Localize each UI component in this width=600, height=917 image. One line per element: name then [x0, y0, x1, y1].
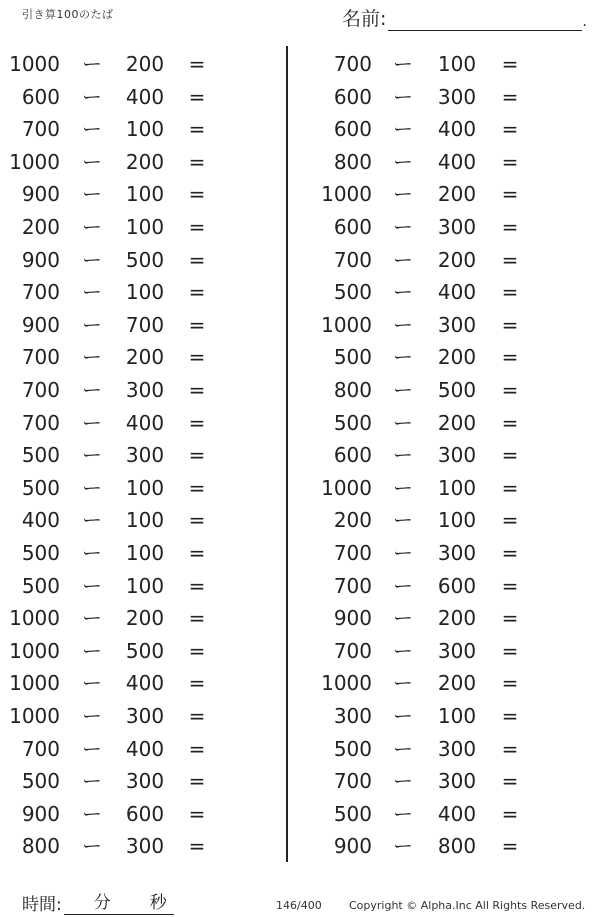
problem-row-right [0, 505, 600, 535]
equals-sign: = [501, 475, 519, 500]
problem-row-right [0, 245, 600, 275]
minuend: 500 [21, 443, 60, 468]
problem-row-right [0, 440, 600, 470]
equals-sign: = [188, 378, 206, 402]
minus-sign: ー [393, 149, 413, 174]
minutes-unit: 分 [93, 893, 111, 913]
equals-sign: = [501, 345, 519, 370]
seconds-unit: 秒 [149, 893, 167, 913]
minuend: 700 [333, 52, 372, 76]
equals-sign: = [188, 508, 206, 533]
equals-sign: = [188, 215, 206, 239]
minuend: 1000 [9, 671, 60, 696]
equals-sign: = [188, 671, 206, 696]
subtrahend: 400 [125, 671, 165, 696]
subtrahend: 100 [125, 508, 165, 533]
subtrahend: 100 [125, 117, 165, 142]
minuend: 500 [21, 475, 60, 500]
equals-sign: = [188, 149, 206, 174]
minuend: 600 [333, 117, 372, 142]
subtrahend: 800 [437, 834, 477, 859]
minus-sign: ー [393, 736, 413, 761]
problem-row-right [0, 636, 600, 666]
minus-sign: ー [82, 736, 102, 761]
equals-sign: = [501, 247, 519, 272]
minus-sign: ー [393, 541, 413, 565]
name-field [342, 4, 587, 31]
minuend: 1000 [9, 606, 60, 631]
minus-sign: ー [393, 247, 413, 272]
subtrahend: 300 [437, 443, 477, 468]
name-label: 名前: [342, 8, 387, 30]
minuend: 700 [21, 117, 60, 142]
minuend: 500 [333, 410, 372, 435]
minuend: 500 [21, 769, 60, 794]
equals-sign: = [501, 573, 519, 598]
minuend: 700 [333, 769, 372, 794]
subtrahend: 100 [125, 573, 165, 598]
subtrahend: 200 [437, 247, 477, 272]
minuend: 800 [333, 149, 372, 174]
equals-sign: = [188, 117, 206, 142]
minus-sign: ー [393, 638, 413, 663]
minuend: 200 [333, 508, 372, 533]
minuend: 700 [333, 541, 372, 565]
subtrahend: 300 [437, 84, 477, 109]
minus-sign: ー [393, 312, 413, 337]
name-end-dot: . [582, 14, 587, 30]
equals-sign: = [188, 606, 206, 631]
problem-row-right [0, 82, 600, 112]
problem-row-right [0, 473, 600, 503]
equals-sign: = [501, 149, 519, 174]
minus-sign: ー [393, 215, 413, 239]
minus-sign: ー [393, 345, 413, 370]
subtrahend: 200 [437, 606, 477, 631]
subtrahend: 300 [125, 378, 165, 402]
minus-sign: ー [393, 801, 413, 826]
equals-sign: = [188, 834, 206, 859]
subtrahend: 500 [125, 638, 165, 663]
minuend: 900 [21, 247, 60, 272]
subtrahend: 300 [125, 769, 165, 794]
subtrahend: 400 [437, 801, 477, 826]
subtrahend: 300 [437, 215, 477, 239]
equals-sign: = [188, 280, 206, 305]
equals-sign: = [188, 801, 206, 826]
problem-row-right [0, 831, 600, 861]
minus-sign: ー [82, 312, 102, 337]
minuend: 600 [333, 443, 372, 468]
subtrahend: 100 [125, 182, 165, 207]
minus-sign: ー [82, 638, 102, 663]
equals-sign: = [188, 769, 206, 794]
minuend: 1000 [321, 475, 372, 500]
subtrahend: 300 [125, 443, 165, 468]
problem-row-right [0, 375, 600, 405]
problem-row-right [0, 701, 600, 731]
minus-sign: ー [82, 443, 102, 468]
subtrahend: 200 [437, 671, 477, 696]
minus-sign: ー [82, 182, 102, 207]
minuend: 500 [21, 541, 60, 565]
problem-row-right [0, 212, 600, 242]
equals-sign: = [188, 573, 206, 598]
subtrahend: 600 [437, 573, 477, 598]
minus-sign: ー [82, 84, 102, 109]
equals-sign: = [188, 410, 206, 435]
minuend: 900 [333, 606, 372, 631]
minuend: 500 [333, 345, 372, 370]
subtrahend: 200 [125, 149, 165, 174]
minus-sign: ー [82, 801, 102, 826]
minus-sign: ー [82, 378, 102, 402]
subtrahend: 300 [437, 541, 477, 565]
minus-sign: ー [393, 769, 413, 794]
minus-sign: ー [393, 704, 413, 728]
subtrahend: 100 [437, 475, 477, 500]
subtrahend: 100 [125, 541, 165, 565]
minus-sign: ー [393, 378, 413, 402]
subtrahend: 400 [125, 84, 165, 109]
problem-row-right [0, 603, 600, 633]
minuend: 900 [21, 312, 60, 337]
minuend: 1000 [9, 149, 60, 174]
subtrahend: 400 [437, 117, 477, 142]
minus-sign: ー [82, 247, 102, 272]
subtrahend: 400 [125, 410, 165, 435]
minuend: 1000 [321, 182, 372, 207]
subtrahend: 300 [437, 312, 477, 337]
equals-sign: = [188, 638, 206, 663]
minus-sign: ー [82, 345, 102, 370]
equals-sign: = [501, 638, 519, 663]
subtrahend: 300 [125, 704, 165, 728]
minuend: 700 [333, 638, 372, 663]
equals-sign: = [188, 247, 206, 272]
subtrahend: 600 [125, 801, 165, 826]
minuend: 600 [333, 84, 372, 109]
subtrahend: 100 [437, 704, 477, 728]
problem-row-right [0, 766, 600, 796]
equals-sign: = [501, 704, 519, 728]
equals-sign: = [501, 117, 519, 142]
equals-sign: = [501, 215, 519, 239]
problem-row-right [0, 668, 600, 698]
subtrahend: 100 [125, 280, 165, 305]
minuend: 700 [21, 736, 60, 761]
equals-sign: = [501, 606, 519, 631]
minuend: 600 [21, 84, 60, 109]
minuend: 700 [333, 247, 372, 272]
subtrahend: 100 [437, 52, 477, 76]
minus-sign: ー [393, 508, 413, 533]
subtrahend: 100 [437, 508, 477, 533]
equals-sign: = [501, 182, 519, 207]
minuend: 500 [21, 573, 60, 598]
minus-sign: ー [82, 52, 102, 76]
equals-sign: = [501, 801, 519, 826]
minus-sign: ー [393, 410, 413, 435]
minus-sign: ー [393, 671, 413, 696]
subtrahend: 400 [437, 149, 477, 174]
problem-row-right [0, 799, 600, 829]
equals-sign: = [188, 736, 206, 761]
equals-sign: = [188, 52, 206, 76]
equals-sign: = [188, 182, 206, 207]
problem-row-right [0, 114, 600, 144]
subtrahend: 300 [125, 834, 165, 859]
name-blank-line [388, 10, 582, 31]
page-number: 146/400 [276, 899, 322, 912]
minuend: 600 [333, 215, 372, 239]
minus-sign: ー [82, 475, 102, 500]
time-label: 時間: [22, 895, 62, 915]
subtrahend: 200 [437, 345, 477, 370]
minuend: 1000 [321, 312, 372, 337]
problem-row-right [0, 408, 600, 438]
equals-sign: = [501, 508, 519, 533]
minus-sign: ー [82, 606, 102, 631]
equals-sign: = [501, 834, 519, 859]
minuend: 1000 [9, 704, 60, 728]
subtrahend: 200 [437, 410, 477, 435]
equals-sign: = [501, 671, 519, 696]
minuend: 200 [21, 215, 60, 239]
minuend: 800 [333, 378, 372, 402]
minus-sign: ー [82, 834, 102, 859]
minus-sign: ー [82, 541, 102, 565]
minuend: 300 [333, 704, 372, 728]
time-blank [64, 890, 174, 915]
problem-row-right [0, 571, 600, 601]
minuend: 700 [21, 378, 60, 402]
equals-sign: = [501, 769, 519, 794]
minuend: 700 [21, 280, 60, 305]
minus-sign: ー [82, 769, 102, 794]
equals-sign: = [188, 312, 206, 337]
equals-sign: = [501, 378, 519, 402]
minus-sign: ー [393, 573, 413, 598]
minuend: 800 [21, 834, 60, 859]
problem-row-right [0, 179, 600, 209]
minus-sign: ー [82, 280, 102, 305]
minuend: 500 [333, 736, 372, 761]
equals-sign: = [188, 475, 206, 500]
minuend: 1000 [321, 671, 372, 696]
minus-sign: ー [393, 475, 413, 500]
subtrahend: 700 [125, 312, 165, 337]
time-field [22, 890, 174, 915]
minus-sign: ー [393, 606, 413, 631]
subtrahend: 200 [125, 606, 165, 631]
minus-sign: ー [393, 52, 413, 76]
minuend: 1000 [9, 638, 60, 663]
minuend: 500 [333, 280, 372, 305]
equals-sign: = [188, 541, 206, 565]
minus-sign: ー [82, 704, 102, 728]
minus-sign: ー [393, 443, 413, 468]
equals-sign: = [501, 52, 519, 76]
worksheet-title: 引き算100のたば [22, 8, 114, 21]
problem-row-right [0, 342, 600, 372]
minus-sign: ー [82, 410, 102, 435]
equals-sign: = [501, 443, 519, 468]
minuend: 900 [333, 834, 372, 859]
problem-row-right [0, 147, 600, 177]
subtrahend: 200 [125, 345, 165, 370]
subtrahend: 200 [437, 182, 477, 207]
subtrahend: 500 [437, 378, 477, 402]
problem-row-right [0, 277, 600, 307]
minuend: 900 [21, 801, 60, 826]
minus-sign: ー [82, 149, 102, 174]
minuend: 700 [21, 345, 60, 370]
equals-sign: = [188, 84, 206, 109]
copyright-notice: Copyright © Alpha.Inc All Rights Reserved. [349, 899, 586, 912]
equals-sign: = [188, 443, 206, 468]
subtrahend: 300 [437, 736, 477, 761]
subtrahend: 400 [125, 736, 165, 761]
equals-sign: = [501, 541, 519, 565]
equals-sign: = [188, 345, 206, 370]
problem-row-right [0, 734, 600, 764]
problem-row-right [0, 49, 600, 79]
equals-sign: = [501, 312, 519, 337]
minus-sign: ー [393, 117, 413, 142]
minuend: 700 [333, 573, 372, 598]
subtrahend: 300 [437, 769, 477, 794]
subtrahend: 400 [437, 280, 477, 305]
minuend: 400 [21, 508, 60, 533]
equals-sign: = [501, 84, 519, 109]
minus-sign: ー [82, 215, 102, 239]
problem-row-right [0, 538, 600, 568]
equals-sign: = [501, 736, 519, 761]
minus-sign: ー [82, 117, 102, 142]
subtrahend: 300 [437, 638, 477, 663]
minus-sign: ー [393, 280, 413, 305]
equals-sign: = [501, 410, 519, 435]
minuend: 500 [333, 801, 372, 826]
subtrahend: 500 [125, 247, 165, 272]
subtrahend: 100 [125, 215, 165, 239]
minus-sign: ー [393, 834, 413, 859]
problem-row-right [0, 310, 600, 340]
minuend: 1000 [9, 52, 60, 76]
subtrahend: 100 [125, 475, 165, 500]
minus-sign: ー [393, 182, 413, 207]
equals-sign: = [188, 704, 206, 728]
minuend: 700 [21, 410, 60, 435]
minus-sign: ー [82, 573, 102, 598]
minus-sign: ー [82, 671, 102, 696]
minus-sign: ー [393, 84, 413, 109]
minus-sign: ー [82, 508, 102, 533]
minuend: 900 [21, 182, 60, 207]
equals-sign: = [501, 280, 519, 305]
subtrahend: 200 [125, 52, 165, 76]
